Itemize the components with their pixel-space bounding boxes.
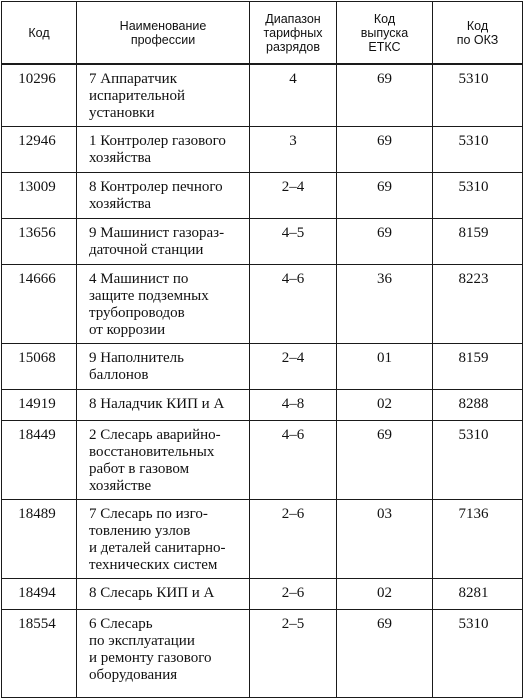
code-cell: 13009: [2, 173, 77, 219]
table-row: [2, 500, 523, 579]
table-row: [2, 421, 523, 500]
code-cell: 18494: [2, 579, 77, 610]
header-profession-name: Наименование профессии: [77, 2, 250, 65]
table-row: [2, 219, 523, 265]
code-cell: 15068: [2, 344, 77, 390]
header-okz-code: Код по ОКЗ: [433, 2, 523, 65]
header-tariff-range: Диапазон тарифных разрядов: [250, 2, 337, 65]
etks-code-cell: 69: [337, 610, 433, 698]
etks-code-cell: 69: [337, 173, 433, 219]
code-cell: 10296: [2, 64, 77, 127]
profession-name-cell: 1 Контролер газового хозяйства: [77, 127, 250, 173]
tariff-range-cell: 2–6: [250, 500, 337, 579]
etks-code-cell: 69: [337, 127, 433, 173]
profession-name-cell: 8 Слесарь КИП и А: [77, 579, 250, 610]
okz-code-cell: 5310: [433, 610, 523, 698]
code-cell: 13656: [2, 219, 77, 265]
profession-name-cell: 9 Наполнитель баллонов: [77, 344, 250, 390]
table-row: [2, 344, 523, 390]
okz-code-cell: 5310: [433, 127, 523, 173]
profession-name-cell: 7 Аппаратчик испарительной установки: [77, 64, 250, 127]
okz-code-cell: 8281: [433, 579, 523, 610]
code-cell: 12946: [2, 127, 77, 173]
profession-name-cell: 4 Машинист по защите подземных трубопроводов от коррозии: [77, 265, 250, 344]
code-cell: 14666: [2, 265, 77, 344]
tariff-range-cell: 4–6: [250, 265, 337, 344]
profession-name-cell: 6 Слесарь по эксплуатации и ремонту газового оборудования: [77, 610, 250, 698]
okz-code-cell: 5310: [433, 421, 523, 500]
etks-code-cell: 69: [337, 421, 433, 500]
table-row: [2, 610, 523, 698]
professions-table: [1, 1, 523, 698]
tariff-range-cell: 3: [250, 127, 337, 173]
etks-code-cell: 02: [337, 390, 433, 421]
etks-code-cell: 69: [337, 64, 433, 127]
code-cell: 18449: [2, 421, 77, 500]
okz-code-cell: 8159: [433, 219, 523, 265]
tariff-range-cell: 4–6: [250, 421, 337, 500]
header-etks-code: Код выпуска ЕТКС: [337, 2, 433, 65]
profession-name-cell: 8 Наладчик КИП и А: [77, 390, 250, 421]
profession-name-cell: 7 Слесарь по изго- товлению узлов и деталей санитарно- технических систем: [77, 500, 250, 579]
tariff-range-cell: 2–6: [250, 579, 337, 610]
etks-code-cell: 03: [337, 500, 433, 579]
tariff-range-cell: 2–4: [250, 173, 337, 219]
okz-code-cell: 7136: [433, 500, 523, 579]
okz-code-cell: 8159: [433, 344, 523, 390]
profession-name-cell: 8 Контролер печного хозяйства: [77, 173, 250, 219]
tariff-range-cell: 4: [250, 64, 337, 127]
header-code: Код: [2, 2, 77, 65]
okz-code-cell: 5310: [433, 173, 523, 219]
okz-code-cell: 5310: [433, 64, 523, 127]
code-cell: 18489: [2, 500, 77, 579]
table-header-row: [2, 2, 523, 65]
table-row: [2, 127, 523, 173]
table-row: [2, 265, 523, 344]
etks-code-cell: 36: [337, 265, 433, 344]
table-row: [2, 64, 523, 127]
profession-name-cell: 2 Слесарь аварийно- восстановительных работ в газовом хозяйстве: [77, 421, 250, 500]
code-cell: 14919: [2, 390, 77, 421]
table-row: [2, 173, 523, 219]
okz-code-cell: 8223: [433, 265, 523, 344]
tariff-range-cell: 4–8: [250, 390, 337, 421]
code-cell: 18554: [2, 610, 77, 698]
profession-name-cell: 9 Машинист газораз- даточной станции: [77, 219, 250, 265]
okz-code-cell: 8288: [433, 390, 523, 421]
table-row: [2, 579, 523, 610]
etks-code-cell: 02: [337, 579, 433, 610]
table-row: [2, 390, 523, 421]
tariff-range-cell: 4–5: [250, 219, 337, 265]
etks-code-cell: 01: [337, 344, 433, 390]
tariff-range-cell: 2–5: [250, 610, 337, 698]
etks-code-cell: 69: [337, 219, 433, 265]
tariff-range-cell: 2–4: [250, 344, 337, 390]
